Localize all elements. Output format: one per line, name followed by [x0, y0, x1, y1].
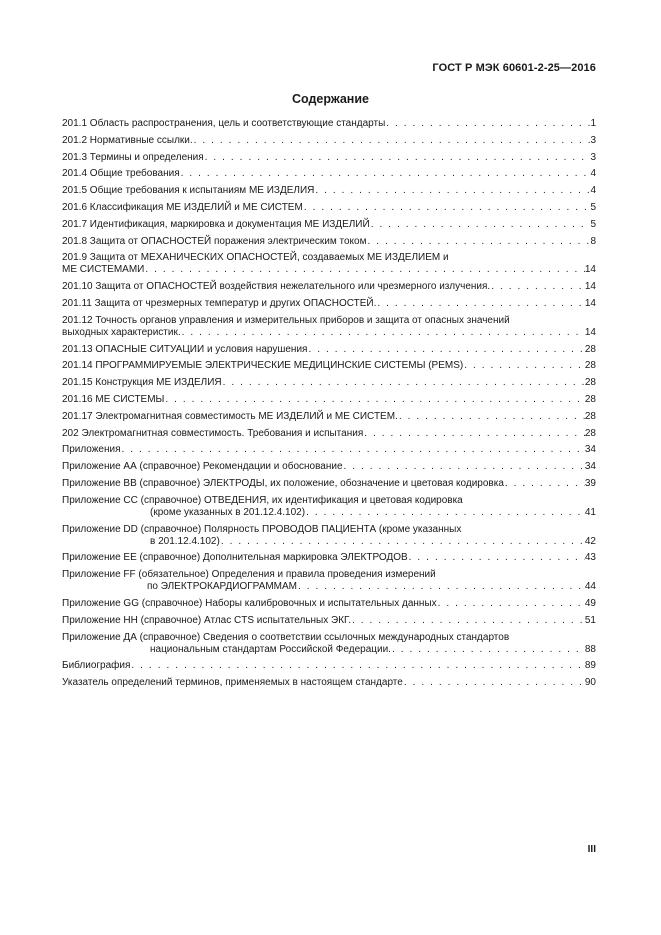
toc-entry[interactable] — [62, 478, 596, 490]
dot-leader — [437, 598, 585, 610]
toc-entry-title: 201.16 МЕ СИСТЕМЫ — [62, 393, 165, 405]
dot-leader — [385, 118, 590, 130]
toc-entry-page: 1 — [590, 118, 596, 129]
toc-entry[interactable] — [62, 552, 596, 564]
toc-entry-page: 49 — [584, 597, 596, 609]
toc-entry-page: 14 — [584, 326, 596, 338]
toc-entry-title: Приложения — [62, 444, 121, 456]
toc-entry-page: 41 — [584, 506, 596, 518]
toc-entry-title: 201.5 Общие требования к испытаниям МЕ ИЗДЕЛИЯ — [62, 185, 315, 197]
toc-entry-title: 202 Электромагнитная совместимость. Требования и испытания — [62, 427, 364, 439]
toc-entry-title: 201.10 Защита от ОПАСНОСТЕЙ воздействия нежелательного или чрезмерного излучения. — [62, 281, 491, 293]
toc-entry-title: 201.8 Защита от ОПАСНОСТЕЙ поражения электрическим током — [62, 235, 367, 247]
toc-entry-page: 5 — [590, 218, 596, 230]
toc-entry-title: по ЭЛЕКТРОКАРДИОГРАММАМ — [147, 581, 297, 593]
toc-entry[interactable] — [62, 252, 596, 276]
toc-entry-page: 4 — [590, 185, 596, 197]
toc-entry-page: 14 — [584, 281, 596, 293]
dot-leader — [463, 360, 585, 372]
toc-entry-title: 201.3 Термины и определения — [62, 151, 204, 163]
toc-entry-heading: Приложение FF (обязательное) Определения и правила проведения измерений — [62, 569, 436, 581]
page-title: Содержание — [291, 92, 369, 106]
toc-entry[interactable] — [62, 236, 596, 248]
toc-entry-page: 3 — [590, 134, 596, 146]
dot-leader — [376, 298, 585, 310]
toc-entry[interactable] — [62, 569, 596, 593]
toc-entry-title: 201.14 ПРОГРАММИРУЕМЫЕ ЭЛЕКТРИЧЕСКИЕ МЕДИЦИНСКИЕ СИСТЕМЫ (PEMS) — [62, 360, 464, 372]
toc-entry-page: 34 — [584, 461, 596, 473]
dot-leader — [130, 660, 584, 672]
toc-entry[interactable] — [62, 444, 596, 456]
toc-entry-title: 201.15 Конструкция МЕ ИЗДЕЛИЯ — [62, 377, 222, 389]
toc-entry-page: 43 — [584, 552, 596, 564]
dot-leader — [398, 411, 585, 423]
toc-entry-title: 201.2 Нормативные ссылки. — [62, 134, 193, 146]
toc-entry-page: 14 — [584, 297, 596, 309]
toc-entry-heading: Приложение ДА (справочное) Сведения о соответствии ссылочных международных стандартов — [62, 631, 510, 643]
dot-leader — [164, 394, 584, 406]
toc-entry-page: 4 — [590, 168, 596, 180]
table-of-contents — [62, 118, 596, 694]
toc-entry-page: 44 — [584, 581, 596, 593]
dot-leader — [366, 236, 590, 248]
dot-leader — [391, 644, 585, 656]
toc-entry[interactable] — [62, 219, 596, 231]
toc-entry-heading: Приложение СС (справочное) ОТВЕДЕНИЯ, их идентификация и цветовая кодировка — [62, 494, 463, 506]
dot-leader — [504, 478, 585, 490]
toc-entry-title: Приложение ВВ (справочное) ЭЛЕКТРОДЫ, их положение, обозначение и цветовая кодировка — [62, 477, 504, 489]
toc-entry[interactable] — [62, 152, 596, 164]
dot-leader — [222, 377, 585, 389]
dot-leader — [180, 168, 591, 180]
toc-entry-title: МЕ СИСТЕМАМИ — [62, 264, 145, 276]
toc-entry-page: 39 — [584, 477, 596, 489]
dot-leader — [490, 281, 585, 293]
toc-entry-page: 5 — [590, 201, 596, 213]
toc-entry-title: 201.13 ОПАСНЫЕ СИТУАЦИИ и условия нарушения — [62, 343, 308, 355]
toc-entry[interactable] — [62, 660, 596, 672]
toc-entry-title: 201.1 Область распространения, цель и соответствующие стандарты — [62, 118, 386, 129]
toc-entry[interactable] — [62, 315, 596, 339]
toc-entry-title: Приложение ЕЕ (справочное) Дополнительная маркировка ЭЛЕКТРОДОВ — [62, 552, 408, 564]
toc-entry-title: национальным стандартам Российской Федерации. — [150, 643, 391, 655]
toc-entry-page: 28 — [584, 393, 596, 405]
toc-entry-title: выходных характеристик. — [62, 326, 181, 338]
toc-entry[interactable] — [62, 135, 596, 147]
toc-entry-title: Приложение АА (справочное) Рекомендации и обоснование — [62, 461, 343, 473]
dot-leader — [351, 615, 585, 627]
toc-entry[interactable] — [62, 394, 596, 406]
dot-leader — [403, 677, 585, 689]
toc-entry-page: 42 — [584, 535, 596, 547]
toc-entry[interactable] — [62, 202, 596, 214]
toc-entry-title: Приложение НН (справочное) Атлас CTS испытательных ЭКГ. — [62, 614, 352, 626]
toc-entry[interactable] — [62, 615, 596, 627]
dot-leader — [181, 327, 585, 339]
toc-entry-title: Указатель определений терминов, применяемых в настоящем стандарте — [62, 677, 403, 689]
dot-leader — [204, 152, 591, 164]
toc-entry-heading: 201.9 Защита от МЕХАНИЧЕСКИХ ОПАСНОСТЕЙ, создаваемых МЕ ИЗДЕЛИЕМ и — [62, 252, 449, 264]
toc-entry[interactable] — [62, 632, 596, 656]
toc-entry-title: Библиография — [62, 660, 131, 672]
dot-leader — [307, 344, 584, 356]
toc-entry-title: 201.11 Защита от чрезмерных температур и других ОПАСНОСТЕЙ. — [62, 297, 377, 309]
toc-entry[interactable] — [62, 118, 596, 130]
toc-entry-title: (кроме указанных в 201.12.4.102) — [150, 506, 306, 518]
toc-entry[interactable] — [62, 281, 596, 293]
toc-entry-page: 28 — [584, 343, 596, 355]
toc-entry[interactable] — [62, 377, 596, 389]
toc-entry-page: 28 — [584, 360, 596, 372]
dot-leader — [144, 264, 585, 276]
toc-entry-page: 8 — [590, 235, 596, 247]
toc-entry-page: 28 — [584, 377, 596, 389]
dot-leader — [220, 536, 585, 548]
toc-entry-page: 88 — [584, 643, 596, 655]
toc-entry[interactable] — [62, 598, 596, 610]
toc-entry-page: 89 — [584, 660, 596, 672]
toc-entry-page: 51 — [584, 614, 596, 626]
dot-leader — [193, 135, 591, 147]
document-code: ГОСТ Р МЭК 60601-2-25—2016 — [432, 62, 596, 74]
toc-entry[interactable] — [62, 168, 596, 180]
toc-entry-title: Приложение GG (справочное) Наборы калибровочных и испытательных данных — [62, 597, 437, 609]
dot-leader — [303, 202, 591, 214]
dot-leader — [408, 552, 585, 564]
toc-entry[interactable] — [62, 428, 596, 440]
toc-entry-page: 3 — [590, 151, 596, 163]
toc-entry-page: 28 — [584, 410, 596, 422]
toc-entry[interactable] — [62, 344, 596, 356]
dot-leader — [305, 507, 585, 519]
toc-entry-page: 34 — [584, 444, 596, 456]
toc-entry[interactable] — [62, 677, 596, 689]
dot-leader — [343, 461, 585, 473]
toc-entry-title: в 201.12.4.102) — [150, 535, 220, 547]
toc-entry-page: 14 — [584, 264, 596, 276]
dot-leader — [314, 185, 590, 197]
page-number: III — [587, 844, 596, 855]
dot-leader — [297, 581, 585, 593]
toc-entry[interactable] — [62, 411, 596, 423]
toc-entry[interactable] — [62, 298, 596, 310]
toc-entry-page: 28 — [584, 427, 596, 439]
toc-entry[interactable] — [62, 461, 596, 473]
toc-entry-heading: Приложение DD (справочное) Полярность ПРОВОДОВ ПАЦИЕНТА (кроме указанных — [62, 523, 462, 535]
toc-entry-title: 201.7 Идентификация, маркировка и документация МЕ ИЗДЕЛИЙ — [62, 218, 370, 230]
dot-leader — [363, 428, 585, 440]
toc-entry-title: 201.6 Классификация МЕ ИЗДЕЛИЙ и МЕ СИСТЕМ — [62, 201, 303, 213]
toc-entry[interactable] — [62, 524, 596, 548]
dot-leader — [370, 219, 591, 231]
toc-entry-page: 90 — [584, 677, 596, 689]
toc-entry[interactable] — [62, 185, 596, 197]
toc-entry[interactable] — [62, 360, 596, 372]
dot-leader — [121, 444, 585, 456]
toc-entry-title: 201.17 Электромагнитная совместимость МЕ ИЗДЕЛИЙ и МЕ СИСТЕМ. — [62, 410, 398, 422]
toc-entry-heading: 201.12 Точность органов управления и измерительных приборов и защита от опасных значений — [62, 314, 510, 326]
toc-entry-title: 201.4 Общие требования — [62, 168, 180, 180]
toc-entry[interactable] — [62, 495, 596, 519]
